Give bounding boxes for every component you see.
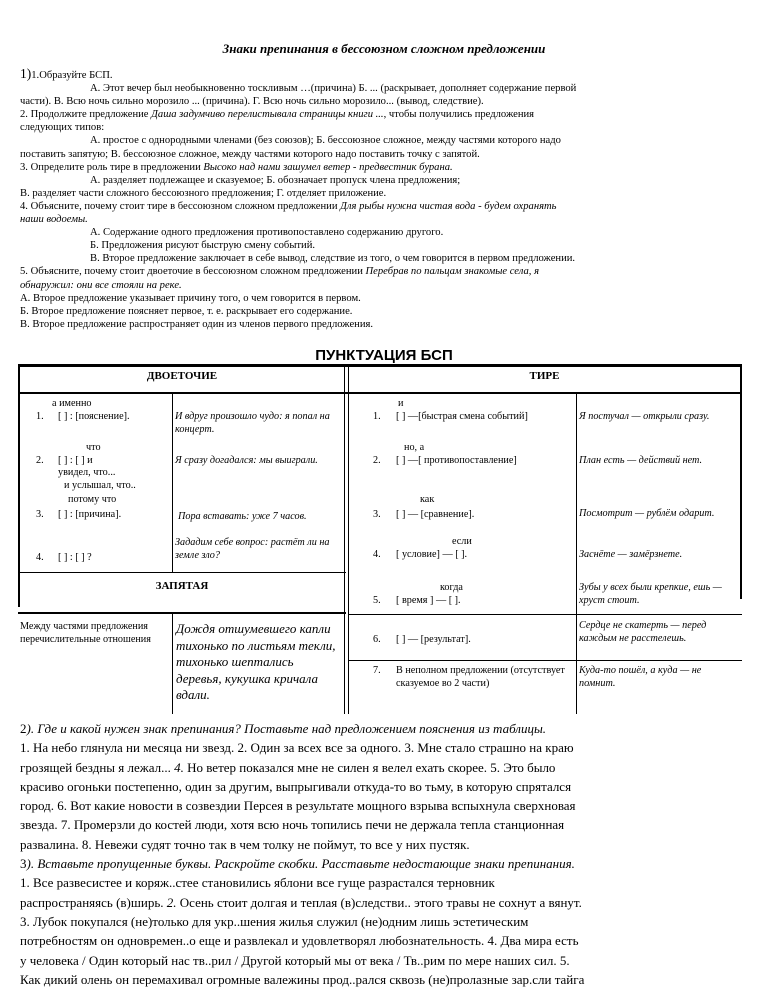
colon-header: ДВОЕТОЧИЕ (146, 370, 218, 382)
colon-bottom-line (18, 572, 346, 573)
dash-example-6: Сердце не скатерть — перед каждым не расстелешь. (579, 620, 707, 644)
exercise-2-title: ). Где и какой нужен знак препинания? Поставьте над предложением пояснения из таблицы. (26, 721, 547, 736)
table-divider-right (348, 364, 349, 714)
dash-row-line-6 (348, 614, 742, 615)
dash-example-1: Я постучал — открыли сразу. (579, 411, 710, 422)
comma-rule: Между частями предложения перечислительные отношения (20, 621, 151, 645)
colon-example-3: Пора вставать: уже 7 часов. (178, 511, 307, 522)
document-title: Знаки препинания в бессоюзном сложном предложении (222, 41, 546, 56)
dash-example-7: Куда-то пошёл, а куда — не помнит. (579, 665, 702, 689)
dash-example-3: Посмотрит — рублём одарит. (579, 508, 715, 519)
colon-col-line (172, 394, 173, 572)
table-border-top (18, 364, 742, 367)
document-page: Знаки препинания в бессоюзном сложном предложении 1)1.Образуйте БСП. А. Этот вечер был необыкновенно тоскливым …(причина) Б. ... (раскрывает, дополняет содержание первой части). В. Всю ночь сильно морозило ... (причина). Г. Всю ночь сильно морозило... (вывод, следствие). 2. Продолжите предложение Даша задумчиво перелистывала страницы книги ..., чтобы получились предложения следующих типов: А. простое с однородными членами (без союзов); Б. бессоюзное сложное, между частями которого надо поставить запятую; В. бессоюзное сложное, между частями которого надо поставить точку с запятой. 3. Определите роль тире в предложении Высоко над нами зашумел ветер - предвестник бурана. А. разделяет подлежащее и сказуемое; Б. обозначает пропуск члена предложения; В. разделяет части сложного бессоюзного предложения; Г. отделяет приложение. 4. Объясните, почему стоит тире в бессоюзном сложном предложении Для рыбы нужна чистая вода - будем охранять наши водоемы. А. Содержание одного предложения противопоставлено содержанию другого. Б. Предложения рисуют быструю смену событий. В. Второе предложение заключает в себе вывод, следствие из того, о чем говорится в первом предложении. 5. Объясните, почему стоит двоеточие в бессоюзном сложном предложении Перебрав по пальцам знакомые села, я обнаружил: они все стояли на реке. А. Второе предложение указывает причину того, о чем говорится в первом. Б. Второе предложение поясняет первое, т. е. раскрывает его содержание. В. Второе предложение распространяет один из членов первого предложения. ПУНКТУАЦИЯ БСП ДВОЕТОЧИЕ ТИРЕ а именно 1. [ ] : [пояснение]. И вдруг произошло чудо: я попал на концерт. что 2. [ ] : [ ] и увидел, что... и услышал, что.. Я сразу догадался: мы выиграли. потому что 3. [ ] : [причина]. Пора вставать: уже 7 часов. 4. [ ] : [ ] ? Зададим себе вопрос: растёт ли на земле зло? ЗАПЯТАЯ Между частями предложения перечислительные отношения Дождя отшумевшего капли тихонько по листьям текли, тихонько шептались деревья, кукушка кричала вдали. и 1. [ ] —[быстрая смена событий] Я постучал — открыли сразу. но, а 2. [ ] —[ противопоставление] План есть — действий нет. как 3. [ ] — [сравнение]. Посмотрит — рублём одарит. если 4. [ условие] — [ ]. Заснёте — замёрзнете. когда 5. [ время ] — [ ]. Зубы у всех были крепкие, ешь — хруст стоит. 6. [ ] — [результат]. Сердце не скатерть — перед каждым не расстелешь. 7. В неполном предложении (отсутствует сказуемое во 2 части) Куда-то пошёл, а куда — не помнит. 2). Где и какой нужен знак препинания? Поставьте над предложением пояснения из таблицы. 1. На небо глянула ни месяца ни звезд. 2. Один за всех все за одного. 3. Мне стало страшно на краю грозящей бездны я лежал... 4. Но ветер показался мне не силен я велел ехать скорее. 5. Это было красиво огоньки постепенно, один за другим, выпрыгивали откуда-то во тьму, в которую спряталcя город. 6. Вот какие новости в созвездии Персея в результате мощного взрыва вспыхнула сверхновая звезда. 7. Промерзли до костей люди, хотя всю ночь топились печи не держала тепла станционная развалина. 8. Невежи судят точно так в чем толку не поймут, то все у них пустяк. 3). Вставьте пропущенные буквы. Раскройте скобки. Расставьте недостающие знаки препинания. 1. Все развесистее и коряж..стее становились яблони все гуще разрасталcя терновник распространяясь (в)ширь. 2. Осень стоит долгая и теплая (в)следстви.. этого травы не сохнут а вянут. 3. Лубок покупался (не)только для укр..шения жилья служил (не)одним лишь эстетическим потребностям он одновремен..о еще и развлекал и удовлетворял любознательность. 4. Два мира есть у человека / Один который нас тв..рил / Другой который мы от века / Тв..рим по мере наших сил. 5. Как дикий олень он перемахивал огромные валежины прод..рался сквозь (не)пролазные зар.сли тайга (0, 0, 768, 994)
dash-col-line (576, 394, 577, 714)
comma-header-line (18, 612, 346, 614)
table-divider-left (344, 364, 345, 714)
exercise-1: 1)1.Образуйте БСП. А. Этот вечер был необыкновенно тоскливым …(причина) Б. ... (раскрывает, дополняет содержание первой части). В. Всю ночь сильно морозило ... (причина). Г. Всю ночь сильно морозило... (вывод, следствие). 2. Продолжите предложение Даша задумчиво перелистывала страницы книги ..., чтобы получились предложения следующих типов: А. простое с однородными членами (без союзов); Б. бессоюзное сложное, между частями которого надо поставить запятую; В. бессоюзное сложное, между частями которого надо поставить точку с запятой. 3. Определите роль тире в предложении Высоко над нами зашумел ветер - предвестник бурана. А. разделяет подлежащее и сказуемое; Б. обозначает пропуск члена предложения; В. разделяет части сложного бессоюзного предложения; Г. отделяет приложение. 4. Объясните, почему стоит тире в бессоюзном сложном предложении Для рыбы нужна чистая вода - будем охранять наши водоемы. А. Содержание одного предложения противопоставлено содержанию другого. Б. Предложения рисуют быструю смену событий. В. Второе предложение заключает в себе вывод, следствие из того, о чем говорится в первом предложении. 5. Объясните, почему стоит двоеточие в бессоюзном сложном предложении Перебрав по пальцам знакомые села, я обнаружил: они все стояли на реке. А. Второе предложение указывает причину того, о чем говорится в первом. Б. Второе предложение поясняет первое, т. е. раскрывает его содержание. В. Второе предложение распространяет один из членов первого предложения. (20, 66, 577, 330)
exercise-3-title: ). Вставьте пропущенные буквы. Раскройте скобки. Расставьте недостающие знаки препинания. (26, 856, 575, 872)
dash-example-2: План есть — действий нет. (579, 455, 703, 466)
comma-example: Дождя отшумевшего капли тихонько по листьям текли, тихонько шептались деревья, кукушка кричала вдали. (176, 621, 336, 702)
exercises-2-3: 2). Где и какой нужен знак препинания? Поставьте над предложением пояснения из таблицы. 1. На небо глянула ни месяца ни звезд. 2. Один за всех все за одного. 3. Мне стало страшно на краю грозящей бездны я лежал... 4. Но ветер показался мне не силен я велел ехать скорее. 5. Это было красиво огоньки постепенно, один за другим, выпрыгивали откуда-то во тьму, в которую спряталcя город. 6. Вот какие новости в созвездии Персея в результате мощного взрыва вспыхнула сверхновая звезда. 7. Промерзли до костей люди, хотя всю ночь топились печи не держала тепла станционная развалина. 8. Невежи судят точно так в чем толку не поймут, то все у них пустяк. 3). Вставьте пропущенные буквы. Раскройте скобки. Расставьте недостающие знаки препинания. 1. Все развесистее и коряж..стее становились яблони все гуще разрасталcя терновник распространяясь (в)ширь. 2. Осень стоит долгая и теплая (в)следстви.. этого травы не сохнут а вянут. 3. Лубок покупался (не)только для укр..шения жилья служил (не)одним лишь эстетическим потребностям он одновремен..о еще и развлекал и удовлетворял любознательность. 4. Два мира есть у человека / Один который нас тв..рил / Другой который мы от века / Тв..рим по мере наших сил. 5. Как дикий олень он перемахивал огромные валежины прод..рался сквозь (не)пролазные зар.сли тайга (20, 721, 585, 987)
comma-header: ЗАПЯТАЯ (155, 580, 209, 592)
table-border-right (740, 364, 742, 599)
dash-row-line-7 (348, 660, 742, 661)
table-border-left (18, 364, 20, 607)
colon-example-1: И вдруг произошло чудо: я попал на концерт. (175, 411, 330, 435)
colon-example-2: Я сразу догадался: мы выиграли. (175, 455, 318, 466)
dash-example-5: Зубы у всех были крепкие, ешь — хруст стоит. (579, 582, 722, 606)
colon-example-4: Зададим себе вопрос: растёт ли на земле зло? (175, 537, 330, 561)
header-line (18, 392, 742, 394)
exercise-1-number: 1) (20, 66, 32, 81)
dash-header: ТИРЕ (529, 370, 560, 382)
comma-col-line (172, 614, 173, 714)
punctuation-table-title: ПУНКТУАЦИЯ БСП (315, 347, 453, 364)
dash-example-4: Заснёте — замёрзнете. (579, 549, 683, 560)
